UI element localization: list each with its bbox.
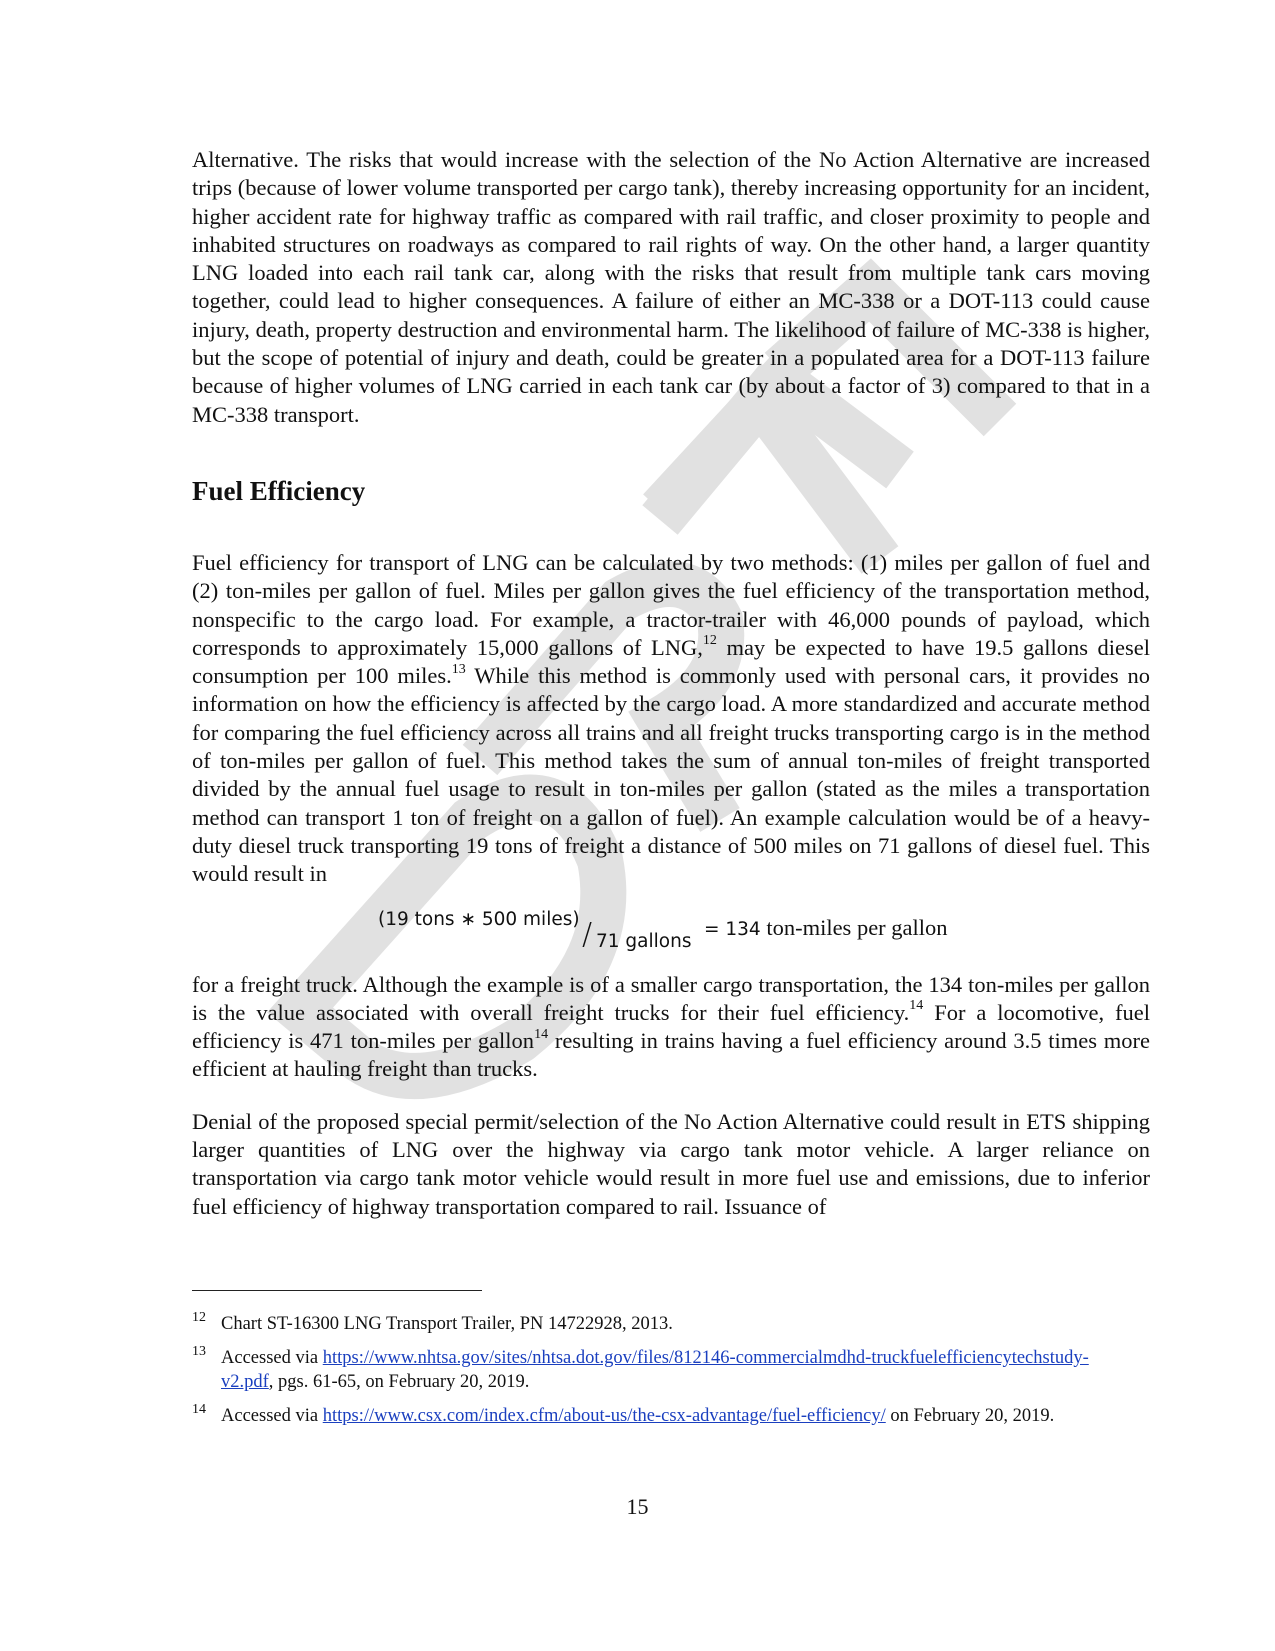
footnote-14 <box>192 1404 1092 1428</box>
footnote-text: Accessed via <box>221 1406 323 1426</box>
footnote-number: 13 <box>192 1344 206 1359</box>
footnotes <box>192 1312 1092 1438</box>
footnote-13 <box>192 1346 1092 1394</box>
equation-denominator: 71 gallons <box>596 930 692 952</box>
paragraph-risks: Alternative. The risks that would increase with the selection of the No Action Alternative are increased trips (because of lower volume transported per cargo tank), thereby increasing opportunity for an incident, higher accident rate for highway traffic as compared with rail traffic, and closer proximity to people and inhabited structures on roadways as compared to rail rights of way. On the other hand, a larger quantity LNG loaded into each rail tank car, along with the risks that result from multiple tank cars moving together, could lead to higher consequences. A failure of either an MC-338 or a DOT-113 could cause injury, death, property destruction and environmental harm. The likelihood of failure of MC-338 is higher, but the scope of potential of injury and death, could be greater in a populated area for a DOT-113 failure because of higher volumes of LNG carried in each tank car (by about a factor of 3) compared to that in a MC-338 transport. <box>192 147 1150 427</box>
equation-ton-miles <box>192 903 1150 955</box>
footnote-text: Chart ST-16300 LNG Transport Trailer, PN 14722928, 2013. <box>221 1314 673 1334</box>
text-run: Fuel efficiency for transport of LNG can be calculated by two methods: (1) miles per gallon of fuel and (2) ton-miles per gallon of fuel. Miles per gallon gives the fuel efficiency of the transportation method, nonspecific to the cargo load. For example, a tractor-trailer with 46,000 pounds of payload, which corresponds to approximately 15,000 gallons of LNG, <box>192 549 1150 660</box>
footnote-number: 14 <box>192 1402 206 1417</box>
footnote-link-csx[interactable]: https://www.csx.com/index.cfm/about-us/the-csx-advantage/fuel-efficiency/ <box>322 1406 886 1426</box>
equation-slash: / <box>582 916 593 952</box>
equation-equals: = 134 <box>704 918 761 940</box>
footnote-number: 12 <box>192 1310 206 1325</box>
footnote-link-nhtsa[interactable]: https://www.nhtsa.gov/sites/nhtsa.dot.gov/files/812146-commercialmdhd-truckfuelefficiencytechstudy-v2.pdf <box>221 1348 1089 1392</box>
page-number: 15 <box>626 1494 649 1519</box>
text-run: may be expected to have 19.5 gallons diesel consumption per 100 miles. <box>192 634 1150 689</box>
paragraph-denial-consequences: Denial of the proposed special permit/selection of the No Action Alternative could result in ETS shipping larger quantities of LNG over the highway via cargo tank motor vehicle. A larger reliance on transportation via cargo tank motor vehicle would result in more fuel use and emissions, due to inferior fuel efficiency of highway transportation compared to rail. Issuance of <box>192 1108 1150 1219</box>
equation-result <box>704 915 948 941</box>
text-run: For a locomotive, fuel efficiency is 471 ton-miles per gallon <box>192 999 1151 1054</box>
section-heading-fuel-efficiency: Fuel Efficiency <box>192 475 366 506</box>
equation-numerator: (19 tons ∗ 500 miles) <box>378 908 580 930</box>
footnote-ref: 14 <box>909 998 924 1014</box>
footnote-ref: 12 <box>702 633 717 649</box>
footnote-text: , pgs. 61-65, on February 20, 2019. <box>268 1372 530 1392</box>
footnote-12 <box>192 1312 1092 1336</box>
text-run: resulting in trains having a fuel efficiency around 3.5 times more efficient at hauling freight than trucks. <box>192 1028 1150 1082</box>
footnote-ref: 13 <box>451 661 466 677</box>
footnote-ref: 14 <box>534 1026 549 1042</box>
page-content <box>192 146 1150 1221</box>
text-run: for a freight truck. Although the example is of a smaller cargo transportation, the 134 ton-miles per gallon is the value associated with overall freight trucks for their fuel efficiency. <box>192 971 1150 1025</box>
text-run: While this method is commonly used with personal cars, it provides no information on how the efficiency is affected by the cargo load. A more standardized and accurate method for comparing the fuel efficiency across all trains and all freight trucks transporting cargo is in the method of ton-miles per gallon of fuel. This method takes the sum of annual ton-miles of freight transported divided by the annual fuel usage to result in ton-miles per gallon (stated as the miles a transportation method can transport 1 ton of freight on a gallon of fuel). An example calculation would be of a heavy-duty diesel truck transporting 19 tons of freight a distance of 500 miles on 71 gallons of diesel fuel. This would result in <box>192 663 1150 887</box>
footnote-separator <box>192 1290 482 1291</box>
footnote-text: Accessed via <box>221 1348 323 1368</box>
paragraph-fuel-efficiency-methods <box>192 549 1150 889</box>
equation-unit: ton-miles per gallon <box>760 914 948 940</box>
paragraph-freight-truck-comparison <box>192 971 1150 1084</box>
footnote-text: on February 20, 2019. <box>885 1406 1055 1426</box>
